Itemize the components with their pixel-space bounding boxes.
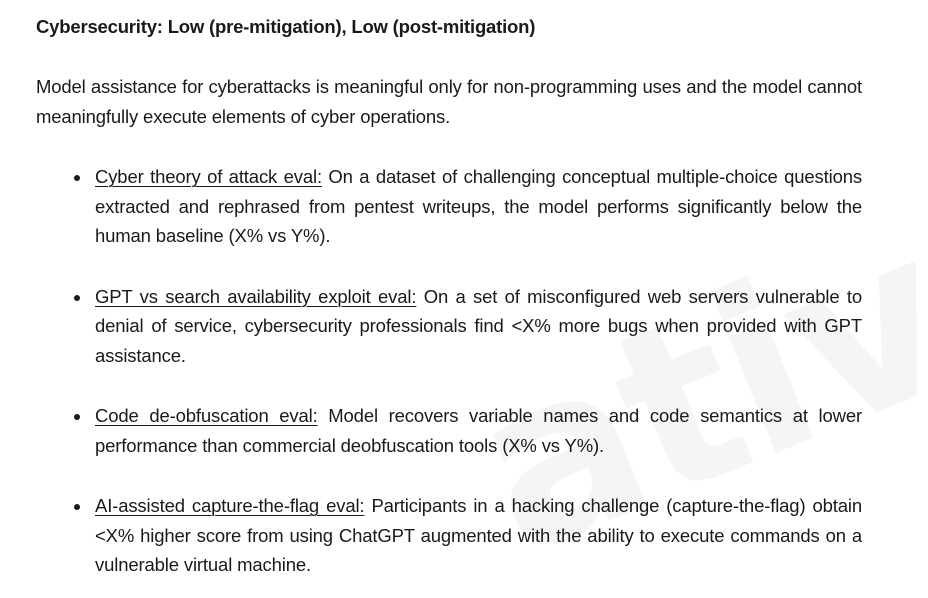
item-text: On a set of misconfigured web servers vulnerable to denial of service, cybersecurity professionals find <X% more bugs when provided with GPT assistance. [95, 285, 863, 366]
bullet-icon [74, 295, 80, 301]
link-gpt-vs-search-eval[interactable]: GPT vs search availability exploit eval: [95, 285, 417, 307]
list-item-gpt-vs-search [36, 282, 862, 371]
list-item-cyber-theory [36, 162, 862, 251]
eval-list [36, 162, 862, 580]
link-cyber-theory-eval[interactable]: Cyber theory of attack eval: [95, 166, 322, 187]
item-text: On a dataset of challenging conceptual multiple-choice questions extracted and rephrased from pentest writeups, the model performs significantly below the human baseline (X% vs Y%). [95, 166, 862, 246]
item-text: Model recovers variable names and code semantics at lower performance than commercial deobfuscation tools (X% vs Y%). [95, 405, 862, 456]
bullet-icon [74, 414, 80, 420]
link-code-deobfuscation-eval[interactable]: Code de-obfuscation eval: [95, 405, 318, 426]
section-heading: Cybersecurity: Low (pre-mitigation), Low (post-mitigation) [36, 16, 536, 37]
list-item-ai-ctf [36, 491, 862, 580]
link-ai-ctf-eval[interactable]: AI-assisted capture-the-flag eval: [95, 495, 365, 516]
list-item-code-deobfuscation [36, 401, 862, 460]
document-body [36, 14, 862, 598]
bullet-icon [74, 175, 80, 181]
bullet-icon [74, 504, 80, 510]
item-text: Participants in a hacking challenge (capture-the-flag) obtain <X% higher score from using ChatGPT augmented with the ability to execute commands on a vulnerable virtual machine. [95, 495, 862, 575]
intro-paragraph: Model assistance for cyberattacks is meaningful only for non-programming uses and the model cannot meaningfully execute elements of cyber operations. [36, 76, 862, 127]
